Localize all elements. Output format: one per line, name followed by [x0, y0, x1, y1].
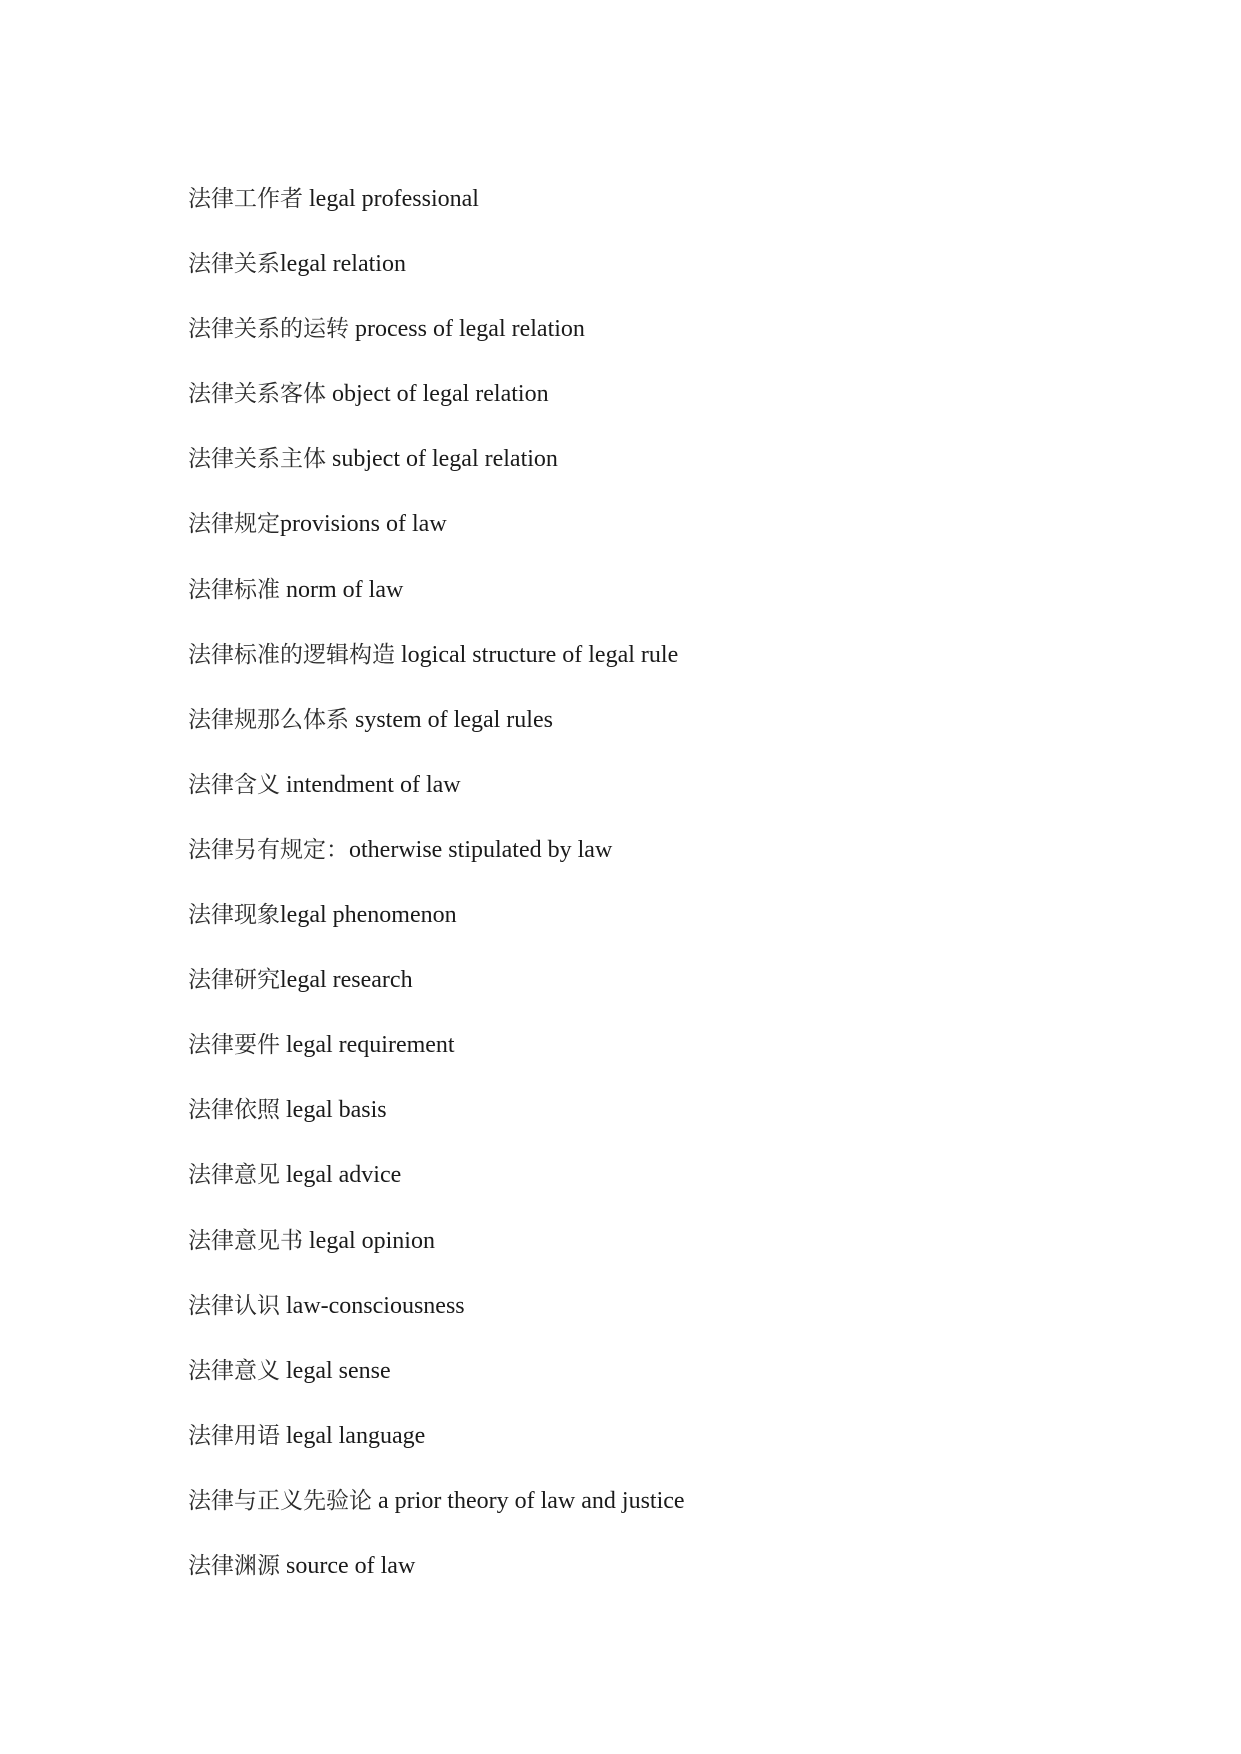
- term-english: legal requirement: [286, 1032, 455, 1059]
- term-chinese: 法律依照: [188, 1097, 280, 1124]
- glossary-entry: [188, 311, 685, 376]
- glossary-entry: [188, 376, 685, 441]
- term-chinese: 法律现象: [188, 902, 280, 929]
- term-english: otherwise stipulated by law: [349, 836, 613, 863]
- glossary-entry: [188, 767, 685, 832]
- term-chinese: 法律用语: [188, 1422, 280, 1449]
- term-english: a prior theory of law and justice: [378, 1487, 685, 1514]
- term-chinese: 法律研究: [188, 967, 280, 994]
- term-chinese: 法律关系的运转: [188, 316, 349, 343]
- term-english: object of legal relation: [332, 381, 549, 408]
- term-chinese: 法律关系: [188, 251, 280, 278]
- glossary-entry: [188, 1548, 685, 1613]
- glossary-entry: [188, 1483, 685, 1548]
- glossary-entry: [188, 637, 685, 702]
- term-english: law-consciousness: [286, 1292, 465, 1319]
- term-chinese: 法律标准的逻辑构造: [188, 641, 395, 668]
- term-chinese: 法律关系主体: [188, 446, 326, 473]
- glossary-entry: [188, 1288, 685, 1353]
- term-chinese: 法律关系客体: [188, 381, 326, 408]
- glossary-entry: [188, 246, 685, 311]
- term-english: legal language: [286, 1422, 426, 1449]
- glossary-entry: [188, 181, 685, 246]
- term-chinese: 法律要件: [188, 1032, 280, 1059]
- glossary-entry: [188, 506, 685, 571]
- term-english: intendment of law: [286, 771, 461, 798]
- term-chinese: 法律意义: [188, 1357, 280, 1384]
- term-english: norm of law: [286, 576, 404, 603]
- term-chinese: 法律标准: [188, 576, 280, 603]
- term-chinese: 法律规那么体系: [188, 706, 349, 733]
- glossary-entry: [188, 1353, 685, 1418]
- term-english: legal research: [280, 967, 413, 994]
- term-chinese: 法律含义: [188, 771, 280, 798]
- glossary-entry: [188, 897, 685, 962]
- term-english: legal professional: [309, 186, 479, 212]
- term-english: legal phenomenon: [280, 902, 457, 929]
- term-english: legal advice: [286, 1162, 402, 1189]
- term-chinese: 法律意见书: [188, 1227, 303, 1254]
- glossary-entry: [188, 1027, 685, 1092]
- glossary-list: [188, 181, 685, 1613]
- term-chinese: 法律另有规定：: [188, 836, 349, 863]
- glossary-entry: [188, 441, 685, 506]
- term-english: provisions of law: [280, 511, 447, 538]
- glossary-entry: [188, 1418, 685, 1483]
- glossary-entry: [188, 1092, 685, 1157]
- glossary-entry: [188, 832, 685, 897]
- term-english: source of law: [286, 1552, 416, 1579]
- term-english: legal relation: [280, 251, 406, 278]
- glossary-entry: [188, 962, 685, 1027]
- term-chinese: 法律意见: [188, 1162, 280, 1189]
- term-chinese: 法律与正义先验论: [188, 1487, 372, 1514]
- term-chinese: 法律工作者: [188, 186, 303, 212]
- term-chinese: 法律规定: [188, 511, 280, 538]
- term-english: system of legal rules: [355, 706, 553, 733]
- term-english: logical structure of legal rule: [401, 641, 679, 668]
- glossary-entry: [188, 572, 685, 637]
- term-chinese: 法律渊源: [188, 1552, 280, 1579]
- glossary-entry: [188, 1157, 685, 1222]
- term-english: legal opinion: [309, 1227, 435, 1254]
- term-english: process of legal relation: [355, 316, 585, 343]
- term-chinese: 法律认识: [188, 1292, 280, 1319]
- glossary-entry: [188, 1223, 685, 1288]
- glossary-entry: [188, 702, 685, 767]
- term-english: legal basis: [286, 1097, 387, 1124]
- term-english: legal sense: [286, 1357, 391, 1384]
- term-english: subject of legal relation: [332, 446, 558, 473]
